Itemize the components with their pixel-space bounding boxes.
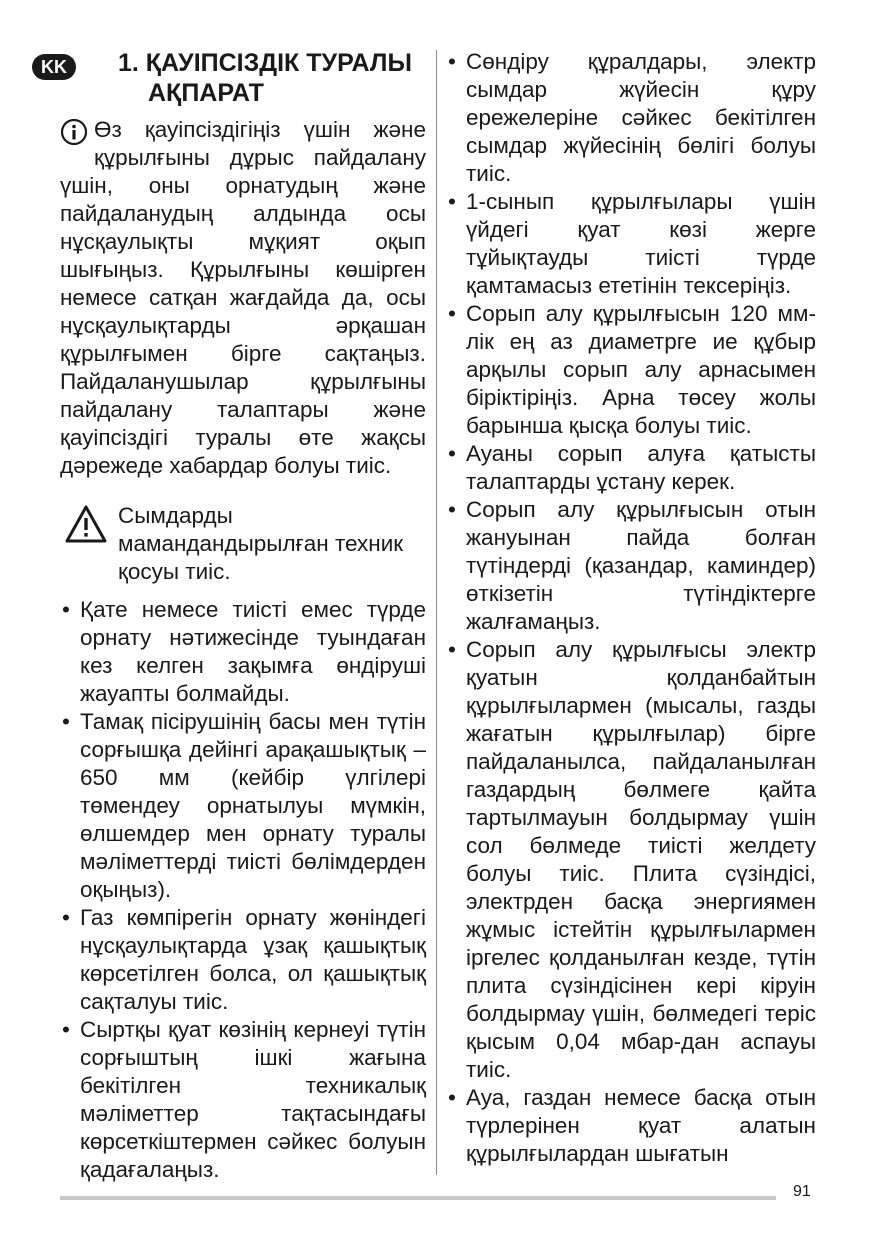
bullet-text: Сөндіру құралдары, электр сымдар жүйесін құру ережелеріне сәйкес бекітілген сымдар жүйесінің бөлігі болуы тиіс. bbox=[466, 49, 816, 186]
bullet-symbol: • bbox=[448, 1085, 456, 1110]
bullet-symbol: • bbox=[448, 497, 456, 522]
page-title bbox=[118, 48, 426, 108]
language-badge: KK bbox=[32, 54, 76, 80]
bullet-item bbox=[446, 188, 816, 300]
bullet-symbol: • bbox=[448, 49, 456, 74]
title-line-2: АҚПАРАТ bbox=[148, 79, 264, 107]
bullet-item bbox=[446, 48, 816, 188]
right-bullet-list bbox=[446, 48, 816, 1168]
left-column bbox=[41, 48, 426, 1184]
bullet-symbol: • bbox=[448, 637, 456, 662]
section-heading bbox=[41, 48, 426, 108]
bullet-text: Сорып алу құрылғысын 120 мм-лік ең аз диаметрге ие құбыр арқылы сорып алу арнасымен біріктіріңіз. Арна төсеу жолы барынша қысқа болуы тиіс. bbox=[466, 301, 816, 438]
left-bullet-list bbox=[60, 596, 426, 1184]
bullet-item bbox=[446, 1084, 816, 1168]
bullet-item bbox=[60, 904, 426, 1016]
bullet-text: Қате немесе тиісті емес түрде орнату нәтижесінде туындаған кез келген зақымға өндіруші жауапты болмайды. bbox=[80, 597, 426, 706]
intro-block bbox=[60, 116, 426, 480]
bullet-text: Сорып алу құрылғысы электр қуатын қолданбайтын құрылғылармен (мысалы, газды жағатын құрылғылар) бірге пайдаланылса, пайдаланылған газдардың бөлмеге қайта тартылмауын болдырмау үшін сол бөлмеде тиісті желдету болуы тиіс. Плита сүзіндісі, электрден басқа энергиямен жұмыс істейтін құрылғылармен іргелес қолданылған кезде, түтін плита сүзіндісінен кері кіруін болдырмау үшін, бөлмедегі теріс қысым 0,04 мбар-дан аспауы тиіс. bbox=[466, 637, 816, 1082]
warning-block bbox=[60, 502, 426, 592]
title-line-1: 1. ҚАУІПСІЗДІК ТУРАЛЫ bbox=[118, 49, 412, 77]
bullet-item bbox=[446, 440, 816, 496]
bullet-item bbox=[60, 596, 426, 708]
bullet-item bbox=[60, 1016, 426, 1184]
bullet-item bbox=[446, 496, 816, 636]
bullet-text: Газ көмпірегін орнату жөніндегі нұсқаулықтарда ұзақ қашықтық көрсетілген болса, ол қашықтық сақталуы тиіс. bbox=[80, 905, 426, 1014]
warning-text: Сымдарды мамандандырылған техник қосуы тиіс. bbox=[118, 503, 404, 584]
bullet-symbol: • bbox=[62, 905, 70, 930]
bullet-item bbox=[446, 636, 816, 1084]
bullet-item bbox=[60, 708, 426, 904]
intro-text: Өз қауіпсіздігіңіз үшін және құрылғыны дұрыс пайдалану үшін, оны орнатудың және пайдаланудың алдында осы нұсқаулықты мұқият оқып шығыңыз. Құрылғыны көшірген немесе сатқан жағдайда да, осы нұсқаулықтарды әрқашан құрылғымен бірге сақтаңыз. Пайдаланушылар құрылғыны пайдалану талаптары және қауіпсіздігі туралы өте жақсы дәрежеде хабардар болуы тиіс. bbox=[60, 117, 426, 478]
bullet-symbol: • bbox=[62, 597, 70, 622]
bullet-symbol: • bbox=[448, 441, 456, 466]
bullet-text: Сорып алу құрылғысын отын жануынан пайда болған түтіндерді (қазандар, каминдер) өткізетін түтіндіктерге жалғамаңыз. bbox=[466, 497, 816, 634]
footer-rule bbox=[60, 1196, 776, 1200]
info-icon bbox=[60, 118, 88, 146]
bullet-symbol: • bbox=[448, 189, 456, 214]
bullet-text: Сыртқы қуат көзінің кернеуі түтін сорғыштың ішкі жағына бекітілген техникалық мәліметтер тақтасындағы көрсеткіштермен сәйкес болуын қадағалаңыз. bbox=[80, 1017, 426, 1182]
bullet-symbol: • bbox=[448, 301, 456, 326]
bullet-text: Ауа, газдан немесе басқа отын түрлерінен қуат алатын құрылғылардан шығатын bbox=[466, 1085, 816, 1166]
page-number: 91 bbox=[793, 1183, 811, 1200]
bullet-item bbox=[446, 300, 816, 440]
bullet-text: Ауаны сорып алуға қатысты талаптарды ұстану керек. bbox=[466, 441, 816, 494]
bullet-symbol: • bbox=[62, 709, 70, 734]
bullet-text: Тамақ пісірушінің басы мен түтін сорғышқа дейінгі арақашықтық – 650 мм (кейбір үлгілері төмендеу орнатылуы мүмкін, өлшемдер мен орнату туралы мәліметтерді тиісті бөлімдерден оқыңыз). bbox=[80, 709, 426, 902]
bullet-symbol: • bbox=[62, 1017, 70, 1042]
warning-icon bbox=[64, 504, 108, 544]
right-column bbox=[446, 48, 816, 1168]
column-divider bbox=[436, 50, 437, 1175]
bullet-text: 1-сынып құрылғылары үшін үйдегі қуат көзі жерге тұйықтауды тиісті түрде қамтамасыз ететінін тексеріңіз. bbox=[466, 189, 816, 298]
